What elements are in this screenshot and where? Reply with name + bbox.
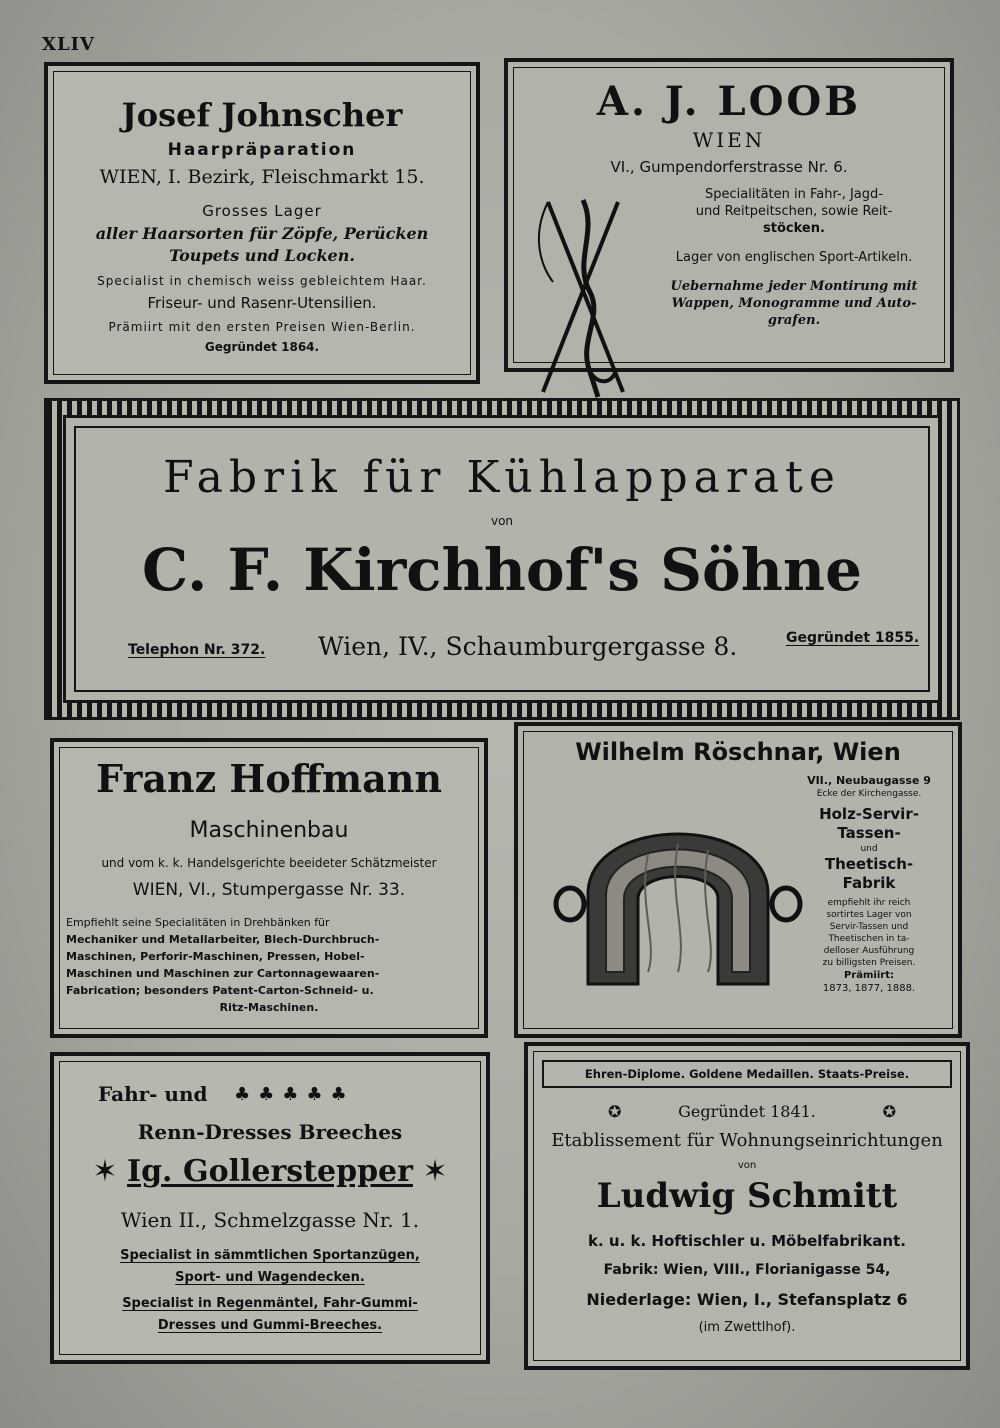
roeschnar-trade3: und xyxy=(860,844,878,854)
kirchhof-address: Wien, IV., Schaumburgergasse 8. xyxy=(318,632,738,661)
hoffmann-line2: Empfiehlt seine Specialitäten in Drehbänken für xyxy=(66,916,330,929)
hoffmann-line7: Ritz-Maschinen. xyxy=(219,1001,319,1014)
hoffmann-line5: Maschinen und Maschinen zur Cartonnagewaaren- xyxy=(66,967,380,980)
schmitt-founded: Gegründet 1841. xyxy=(678,1102,816,1121)
kirchhof-panel xyxy=(63,415,941,703)
johnscher-line2: aller Haarsorten für Zöpfe, Perücken xyxy=(95,224,429,243)
hoffmann-trade: Maschinenbau xyxy=(189,818,349,843)
roeschnar-trade4: Theetisch- xyxy=(824,855,914,873)
hoffmann-name: Franz Hoffmann xyxy=(96,756,442,801)
ad-roeschnar xyxy=(514,722,962,1038)
johnscher-line4: Specialist in chemisch weiss gebleichtem Haar. xyxy=(97,274,427,288)
ad-schmitt xyxy=(524,1042,970,1370)
roeschnar-trade5: Fabrik xyxy=(842,874,896,892)
schmitt-top-box xyxy=(542,1060,952,1088)
page-number: XLIV xyxy=(42,34,96,55)
star-icon: ✶ xyxy=(412,1154,448,1189)
gollerstepper-line1: Fahr- und xyxy=(98,1082,208,1106)
hoffmann-line4: Maschinen, Perforir-Maschinen, Pressen, Hobel- xyxy=(66,950,365,963)
johnscher-line3: Toupets und Locken. xyxy=(169,246,355,265)
gollerstepper-line2: Renn-Dresses Breeches xyxy=(137,1120,403,1144)
kirchhof-name: C. F. Kirchhof's Söhne xyxy=(142,536,862,604)
roeschnar-text6: zu billigsten Preisen. xyxy=(822,958,916,968)
roeschnar-addr2: Ecke der Kirchengasse. xyxy=(816,789,922,799)
loob-text7: grafen. xyxy=(767,313,821,328)
roeschnar-text3: Servir-Tassen und xyxy=(829,922,909,932)
kirchhof-von: von xyxy=(490,514,514,528)
loob-text2: und Reitpeitschen, sowie Reit- xyxy=(695,204,893,219)
kirchhof-heading: Fabrik für Kühlapparate xyxy=(163,452,841,503)
schmitt-heading: Etablissement für Wohnungseinrichtungen xyxy=(551,1130,943,1151)
roeschnar-text2: sortirtes Lager von xyxy=(826,910,912,920)
ad-hoffmann xyxy=(50,738,488,1038)
loob-text6: Wappen, Monogramme und Auto- xyxy=(671,296,917,311)
ornament-row: ♣♣♣♣♣ xyxy=(234,1084,355,1105)
schmitt-name: Ludwig Schmitt xyxy=(596,1176,898,1216)
loob-name: A. J. LOOB xyxy=(596,78,862,125)
gollerstepper-line6: Dresses und Gummi-Breeches. xyxy=(157,1318,383,1333)
ad-johnscher xyxy=(44,62,480,384)
johnscher-trade: Haarpräparation xyxy=(167,140,357,160)
roeschnar-text1: empfiehlt ihr reich xyxy=(827,898,911,908)
roeschnar-text8: 1873, 1877, 1888. xyxy=(822,983,916,994)
roeschnar-text5: delloser Ausführung xyxy=(823,946,915,956)
roeschnar-addr1: VII., Neubaugasse 9 xyxy=(807,774,931,787)
kirchhof-telephone: Telephon Nr. 372. xyxy=(128,642,266,658)
gollerstepper-name: Ig. Gollerstepper xyxy=(127,1154,413,1189)
riding-whips-icon xyxy=(528,192,638,402)
gollerstepper-name-row xyxy=(54,1154,486,1189)
medal-icon: ✪ xyxy=(608,1102,622,1121)
johnscher-address: WIEN, I. Bezirk, Fleischmarkt 15. xyxy=(99,166,425,188)
hoffmann-line3: Mechaniker und Metallarbeiter, Blech-Durchbruch- xyxy=(66,933,380,946)
schmitt-von: von xyxy=(737,1160,757,1171)
loob-city: WIEN xyxy=(692,128,766,152)
schmitt-fabrik: Fabrik: Wien, VIII., Florianigasse 54, xyxy=(603,1262,891,1278)
ad-kirchhof xyxy=(44,398,960,720)
star-icon: ✶ xyxy=(92,1154,128,1189)
ad-gollerstepper xyxy=(50,1052,490,1364)
loob-text3: stöcken. xyxy=(763,221,825,236)
gollerstepper-address: Wien II., Schmelzgasse Nr. 1. xyxy=(120,1208,420,1232)
loob-text4: Lager von englischen Sport-Artikeln. xyxy=(675,250,913,265)
gollerstepper-line4: Sport- und Wagendecken. xyxy=(175,1270,365,1285)
johnscher-line6: Prämiirt mit den ersten Preisen Wien-Berlin. xyxy=(108,320,416,334)
roeschnar-trade2: Tassen- xyxy=(837,824,901,842)
johnscher-line5: Friseur- und Rasenr-Utensilien. xyxy=(147,294,377,312)
serving-tray-icon xyxy=(548,784,808,1024)
hoffmann-line6: Fabrication; besonders Patent-Carton-Schneid- u. xyxy=(66,984,374,997)
loob-text1: Specialitäten in Fahr-, Jagd- xyxy=(705,187,883,202)
schmitt-note: (im Zwettlhof). xyxy=(698,1320,796,1335)
loob-text5: Uebernahme jeder Montirung mit xyxy=(670,279,918,294)
loob-address: VI., Gumpendorferstrasse Nr. 6. xyxy=(610,158,848,176)
roeschnar-name: Wilhelm Röschnar, Wien xyxy=(575,738,901,766)
johnscher-line7: Gegründet 1864. xyxy=(204,340,320,354)
roeschnar-text4: Theetischen in ta- xyxy=(828,934,910,944)
gollerstepper-line3: Specialist in sämmtlichen Sportanzügen, xyxy=(120,1248,420,1263)
kirchhof-founded: Gegründet 1855. xyxy=(786,630,920,646)
hoffmann-address: WIEN, VI., Stumpergasse Nr. 33. xyxy=(132,880,406,900)
roeschnar-trade1: Holz-Servir- xyxy=(819,805,919,823)
hoffmann-line1: und vom k. k. Handelsgerichte beeideter Schätzmeister xyxy=(101,856,437,870)
gollerstepper-line5: Specialist in Regenmäntel, Fahr-Gummi- xyxy=(122,1296,418,1311)
schmitt-niederlage: Niederlage: Wien, I., Stefansplatz 6 xyxy=(586,1290,908,1309)
schmitt-title: k. u. k. Hoftischler u. Möbelfabrikant. xyxy=(588,1232,906,1250)
johnscher-line1: Grosses Lager xyxy=(202,202,322,220)
schmitt-top: Ehren-Diplome. Goldene Medaillen. Staats-Preise. xyxy=(584,1067,910,1081)
roeschnar-text7: Prämiirt: xyxy=(844,970,894,981)
medal-icon: ✪ xyxy=(882,1102,896,1121)
ad-loob xyxy=(504,58,954,372)
johnscher-name: Josef Johnscher xyxy=(121,96,403,134)
